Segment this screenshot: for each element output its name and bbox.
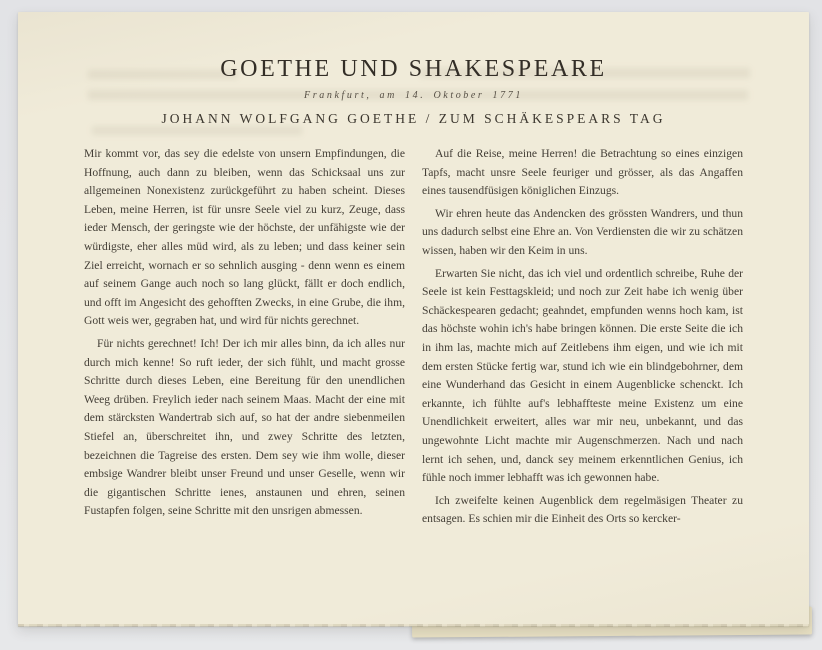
paragraph: Erwarten Sie nicht, das ich viel und ordentlich schreibe, Ruhe der Seele ist kein Festtagskleid; und noch zur Zeit habe ich wenig über Schäckespearen gedacht; geahndet, empfunden wenns hoch kam, ist das höchste wohin ich's habe bringen können. Die erste Seite die ich in ihm las, machte mich auf Zeitlebens ihm eigen, und wie ich mit dem ersten Stücke fertig war, stund ich wie ein blindgebohrner, dem eine Wunderhand das Gesicht in einem Augenblicke schenckt. Ich erkannte, ich fühlte auf's lebhaffteste meine Existenz um eine Unendlichkeit erweitert, alles war mir neu, unbekannt, und das ungewohnte Licht machte mir Augenschmerzen. Nach und nach lernt ich sehen, und, danck sey meinem erkenntlichen Genius, ich fühle noch immer lebhafft was ich gewonnen habe. xyxy=(422,266,743,485)
author-byline: JOHANN WOLFGANG GOETHE / ZUM SCHÄKESPEARS TAG xyxy=(161,111,666,126)
page-title: GOETHE UND SHAKESPEARE xyxy=(220,56,607,82)
paragraph: Für nichts gerechnet! Ich! Der ich mir alles binn, da ich alles nur durch mich kenne! So ruft ieder, der sich fühlt, und macht grosse Schritte durch dieses Leben, eine Bereitung für den unendlichen Weeg drüben. Freylich ieder nach seinem Maas. Macht der eine mit dem stärcksten Wandertrab sich auf, so hat der andre siebenmeilen Stiefel an, überschreitet ihn, und zwey Schritte des letzten, bezeichnen die Tagreise des ersten. Dem sey wie ihm wolle, dieser embsige Wandrer bleibt unser Freund und unser Geselle, wenn wir die gigantischen Schritte ienes, anstaunen und ehren, seinen Fustapfen folgen, seine Schritte mit den unsrigen abmessen. xyxy=(84,336,405,518)
text-column-left xyxy=(84,145,405,529)
text-column-right xyxy=(422,145,743,529)
paragraph: Ich zweifelte keinen Augenblick dem regelmäsigen Theater zu entsagen. Es schien mir die Einheit des Orts so kercker- xyxy=(422,493,743,526)
printed-content xyxy=(18,12,809,626)
paragraph: Auf die Reise, meine Herren! die Betrachtung so eines einzigen Tapfs, macht unsre Seele feuriger und grösser, als das Angaffen eines tausendfüsigen königlichen Einzugs. xyxy=(422,147,743,198)
dateline: Frankfurt, am 14. Oktober 1771 xyxy=(304,90,523,101)
paragraph: Wir ehren heute das Andencken des grössten Wandrers, und thun uns dadurch selbst eine Ehre an. Von Verdiensten die wir zu schätzen wissen, haben wir den Keim in uns. xyxy=(422,206,743,257)
deckle-edge xyxy=(18,624,809,627)
paragraph: Mir kommt vor, das sey die edelste von unsern Empfindungen, die Hoffnung, auch dann zu bleiben, wenn das Schicksaal uns zur allgemeinen Nonexistenz zurückgeführt zu haben scheint. Dieses Leben, meine Herren, ist für unsre Seele viel zu kurz, Zeuge, dass ieder Mensch, der geringste wie der höchste, der unfähigste wie der würdigste, eher alles müd wird, als zu leben; und dass keiner sein Ziel erreicht, wornach er so sehnlich ausging - denn wenn es einem auf seinem Gange auch noch so lang glückt, fällt er doch endlich, und offt im Angesicht des gehofften Zwecks, in eine Grube, die ihm, Gott weis wer, gegraben hat, und wird für nichts gerechnet. xyxy=(84,147,405,328)
two-column-text-block xyxy=(84,145,743,529)
paper-sheet xyxy=(18,12,809,626)
